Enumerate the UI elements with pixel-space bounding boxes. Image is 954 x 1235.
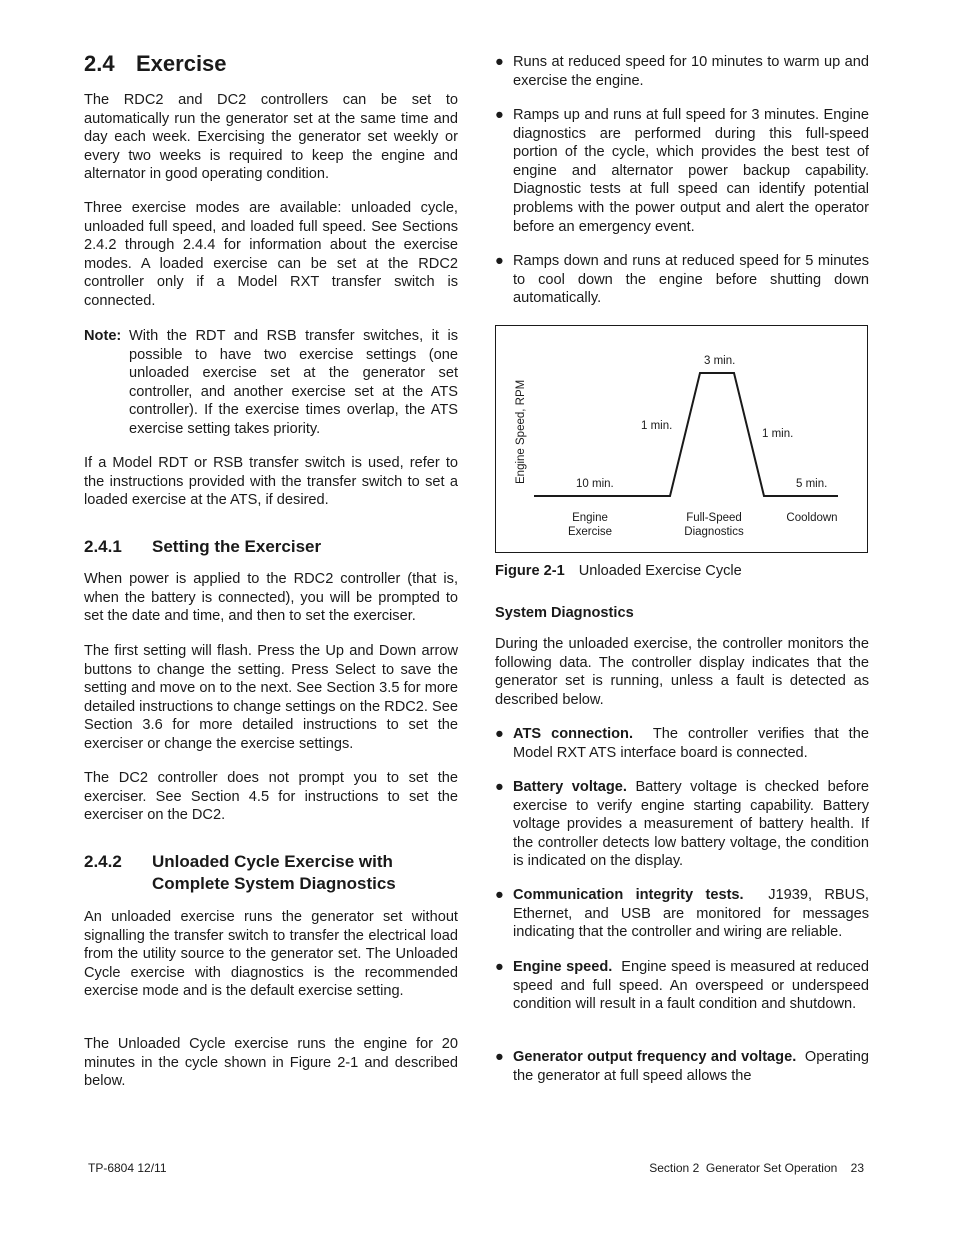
figure-label: Figure 2-1 — [495, 563, 565, 579]
system-diagnostics-heading: System Diagnostics — [495, 605, 634, 621]
bullet-icon: ● — [495, 959, 504, 975]
bullet-icon: ● — [495, 107, 504, 123]
bullet-description: The controller verifies that the Model RXT ATS interface board is connected. — [513, 726, 869, 761]
bullet-icon: ● — [495, 779, 504, 795]
exercise-cycle-chart — [496, 326, 867, 552]
phase-label-full-speed: Full-Speed — [686, 512, 742, 524]
segment-label-ramp-up: 1 min. — [641, 420, 673, 432]
heading-number: 2.4.1 — [84, 537, 122, 556]
bullet-text — [513, 778, 869, 871]
rdt-paragraph: If a Model RDT or RSB transfer switch is used, refer to the instructions provided with the transfer switch to set a loaded exercise at the ATS, if desired. — [84, 455, 458, 509]
note-label: Note: — [84, 328, 122, 344]
bullet-term: ATS connection. — [513, 726, 634, 742]
cycle-paragraph: The Unloaded Cycle exercise runs the engine for 20 minutes in the cycle shown in Figure 2-1 and described below. — [84, 1036, 458, 1090]
bullet-term: Communication integrity tests. — [513, 887, 744, 903]
bullet-term: Engine speed. — [513, 959, 613, 975]
phase-label-exercise: Exercise — [567, 526, 613, 538]
first-setting-paragraph: The first setting will flash. Press the Up and Down arrow buttons to change the setting. Press Select to save the setting and move on to the next. See Section 3.5 for more detailed instructions to change settings on the RDC2. See Section 3.6 for more detailed instructions to set the exerciser or change the exercise settings. — [84, 643, 458, 752]
bullet-description: Operating the generator at full speed allows the — [513, 1049, 870, 1084]
figure-title: Unloaded Exercise Cycle — [578, 563, 742, 579]
bullet-text: Ramps down and runs at reduced speed for 5 minutes to cool down the engine before shutting down automatically. — [513, 253, 869, 307]
phase-label-engine: Engine — [572, 512, 608, 524]
bullet-text — [513, 886, 869, 942]
segment-label-full-speed: 3 min. — [704, 355, 736, 367]
bullet-icon: ● — [495, 1049, 504, 1065]
section-title — [84, 51, 227, 77]
unloaded-paragraph: An unloaded exercise runs the generator set without signalling the transfer switch to transfer the electrical load from the utility source to the generator set. The Unloaded Cycle exercise with diagnostics is the recommended exercise mode and is the default exercise setting. — [84, 909, 458, 1000]
heading-text: Setting the Exerciser — [152, 537, 322, 556]
dc2-paragraph: The DC2 controller does not prompt you to set the exerciser. See Section 4.5 for instructions to set the exerciser on the DC2. — [84, 770, 458, 824]
list-item — [495, 886, 869, 942]
section-title-text: Exercise — [136, 51, 227, 76]
heading-number: 2.4.2 — [84, 852, 122, 871]
list-item — [495, 725, 869, 762]
bullet-text: Ramps up and runs at full speed for 3 minutes. Engine diagnostics are performed during this full-speed portion of the cycle, which provides the best test of engine and alternator power backup capability. Diagnostic tests at full speed can identify potential problems with the power output and alert the operator before an emergency event. — [513, 107, 869, 235]
bullet-term: Battery voltage. — [513, 779, 627, 795]
bullet-description: J1939, RBUS, Ethernet, and USB are monitored for messages indicating that the controller and wiring are reliable. — [513, 887, 869, 941]
segment-label-ramp-down: 1 min. — [762, 428, 794, 440]
bullet-text: Runs at reduced speed for 10 minutes to warm up and exercise the engine. — [513, 54, 869, 89]
segment-label-cooldown: 5 min. — [796, 478, 828, 490]
bullet-icon: ● — [495, 726, 504, 742]
list-item — [495, 106, 869, 236]
footer-section-page: Section 2 Generator Set Operation 23 — [649, 1161, 864, 1175]
phase-label-diagnostics: Diagnostics — [684, 526, 744, 538]
heading-text: Unloaded Cycle Exercise with Complete System Diagnostics — [152, 852, 396, 893]
exercise-cycle-figure — [495, 325, 868, 553]
list-item — [495, 252, 869, 308]
y-axis-label: Engine Speed, RPM — [515, 379, 527, 484]
modes-paragraph: Three exercise modes are available: unloaded cycle, unloaded full speed, and loaded full speed. See Sections 2.4.2 through 2.4.4 for information about the exercise modes. A loaded exercise can be set at the RDC2 controller only if a Model RXT transfer switch is connected. — [84, 200, 458, 309]
bullet-description: Engine speed is measured at reduced speed and full speed. An overspeed or underspeed condition will result in a fault condition and shutdown. — [513, 959, 869, 1013]
list-item — [495, 958, 869, 1014]
bullet-icon: ● — [495, 253, 504, 269]
list-item — [495, 53, 869, 90]
note-text: With the RDT and RSB transfer switches, it is possible to have two exercise settings (one unloaded exercise set at the generator set controller, and another exercise set at the ATS controller). If the exercise times overlap, the ATS exercise setting takes priority. — [129, 328, 458, 437]
bullet-text — [513, 1048, 869, 1085]
list-item — [495, 778, 869, 871]
phase-label-cooldown: Cooldown — [786, 512, 838, 524]
bullet-text — [513, 725, 869, 762]
note-block — [84, 327, 458, 439]
power-paragraph: When power is applied to the RDC2 controller (that is, when the battery is connected), you will be prompted to set the date and time, and then to set the exerciser. — [84, 571, 458, 625]
diagnostics-intro-paragraph: During the unloaded exercise, the controller monitors the following data. The controller display indicates that the generator set is running, unless a fault is detected as described below. — [495, 636, 869, 708]
bullet-text — [513, 958, 869, 1014]
section-number: 2.4 — [84, 51, 115, 76]
heading-setting-exerciser — [84, 536, 458, 558]
bullet-icon: ● — [495, 54, 504, 70]
intro-paragraph: The RDC2 and DC2 controllers can be set to automatically run the generator set at the same time and day each week. Exercising the generator set weekly or every two weeks is required to keep the engine and alternator in good operating condition. — [84, 92, 458, 183]
bullet-term: Generator output frequency and voltage. — [513, 1049, 797, 1065]
segment-label-warmup: 10 min. — [576, 478, 614, 490]
list-item — [495, 1048, 869, 1085]
figure-caption — [495, 562, 742, 580]
heading-unloaded-cycle — [84, 851, 458, 895]
footer-doc-id: TP-6804 12/11 — [88, 1161, 167, 1175]
bullet-icon: ● — [495, 887, 504, 903]
bullet-description: Battery voltage is checked before exercise to verify engine starting capability. Battery voltage provides a measurement of battery health. If the controller detects low battery voltage, the condition is indicated on the display. — [513, 779, 869, 870]
